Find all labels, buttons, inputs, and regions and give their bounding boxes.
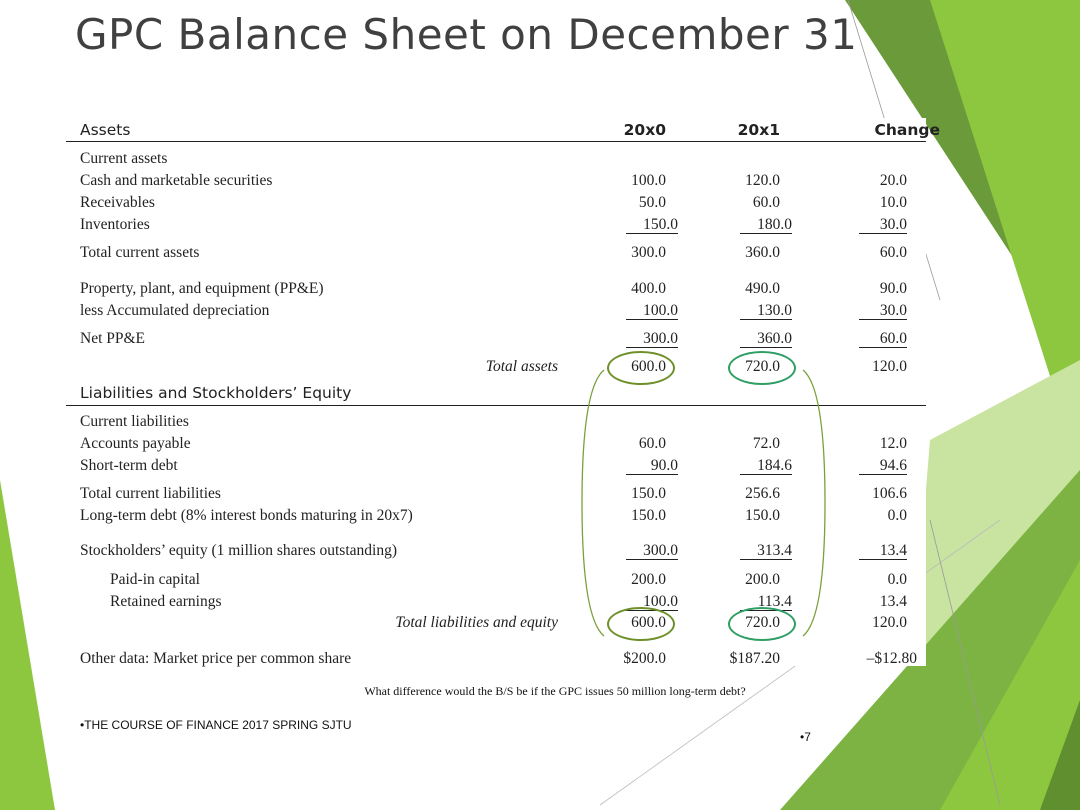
value-20x0: 300.0 [631,244,666,261]
value-20x0: 100.0 [631,172,666,189]
value-20x0: 100.0 [626,593,678,611]
depreciation-row [80,302,926,322]
value-change: 0.0 [887,507,907,524]
value-20x1: 360.0 [740,330,792,348]
question-note: What difference would the B/S be if the GPC issues 50 million long-term debt? [364,684,746,698]
value-20x1: 360.0 [745,244,780,261]
total-le-20x0-circle [607,607,675,641]
value-20x1: 72.0 [752,435,780,452]
row-label: Retained earnings [110,593,222,610]
value-20x1: 150.0 [745,507,780,524]
total-current-assets-row [80,244,926,264]
value-change: 10.0 [879,194,907,211]
value-change: 90.0 [879,280,907,297]
value-20x0: 600.0 [631,358,666,375]
row-label: Paid-in capital [110,571,200,588]
value-change: 13.4 [879,593,907,610]
value-20x0: 150.0 [631,485,666,502]
value-20x1: 113.4 [740,593,792,611]
change-header: Change [874,121,940,139]
inventories-row [80,216,926,236]
value-20x1: 60.0 [752,194,780,211]
row-label: Current liabilities [80,413,189,430]
row-label: Inventories [80,216,150,233]
current-assets-row [80,150,926,170]
total-assets-20x0-circle [607,351,675,385]
row-label: Net PP&E [80,330,146,347]
cash-row [80,172,926,192]
row-label: Accounts payable [80,435,191,452]
value-change: 60.0 [859,330,907,348]
balance-sheet [66,118,940,667]
value-20x0: 150.0 [626,216,678,234]
value-20x1: 120.0 [745,172,780,189]
value-20x1: $187.20 [729,650,780,667]
value-20x0: 50.0 [638,194,666,211]
value-20x0: 200.0 [631,571,666,588]
value-20x0: 400.0 [631,280,666,297]
market-price-row [80,650,926,670]
value-change: –$12.80 [866,650,917,667]
value-20x1: 200.0 [745,571,780,588]
header-rule [66,141,926,142]
row-label: Current assets [80,150,168,167]
value-change: 30.0 [859,302,907,320]
value-change: 106.6 [872,485,907,502]
value-change: 12.0 [879,435,907,452]
value-change: 120.0 [872,358,907,375]
row-label: Cash and marketable securities [80,172,273,189]
row-label: Long-term debt (8% interest bonds maturing in 20x7) [80,507,413,524]
left-green-wedge [0,480,55,810]
value-change: 60.0 [879,244,907,261]
value-20x0: 100.0 [626,302,678,320]
row-label: Total assets [485,358,558,375]
value-20x0: 300.0 [626,542,678,560]
value-20x0: 90.0 [626,457,678,475]
row-label: Other data: Market price per common share [80,650,352,667]
value-20x1: 720.0 [745,358,780,375]
row-label: Total liabilities and equity [395,614,558,631]
row-label: less Accumulated depreciation [80,302,270,319]
value-change: 94.6 [859,457,907,475]
value-20x1: 256.6 [745,485,780,502]
ppe-row [80,280,926,300]
right-bracket [791,368,831,638]
value-change: 13.4 [859,542,907,560]
receivables-row [80,194,926,214]
left-bracket [576,368,616,638]
row-label: Receivables [80,194,155,211]
value-20x1: 313.4 [740,542,792,560]
value-20x0: 60.0 [638,435,666,452]
slide-title: GPC Balance Sheet on December 31 [75,10,858,59]
row-label: Total current liabilities [80,485,221,502]
value-20x0: 150.0 [631,507,666,524]
value-20x1: 184.6 [740,457,792,475]
value-change: 0.0 [887,571,907,588]
total-le-20x1-circle [728,607,796,641]
row-label: Short-term debt [80,457,178,474]
row-label: Total current assets [80,244,200,261]
liabilities-header-label: Liabilities and Stockholders’ Equity [80,384,352,402]
net-ppe-row [80,330,926,350]
value-change: 120.0 [872,614,907,631]
value-20x0: 600.0 [631,614,666,631]
assets-header-label: Assets [80,121,131,139]
row-label: Stockholders’ equity (1 million shares outstanding) [80,542,397,559]
value-change: 30.0 [859,216,907,234]
value-change: 20.0 [879,172,907,189]
value-20x1: 130.0 [740,302,792,320]
page-number: •7 [800,730,811,744]
year-20x1-header: 20x1 [737,121,780,139]
value-20x0: 300.0 [626,330,678,348]
total-assets-20x1-circle [728,351,796,385]
row-label: Property, plant, and equipment (PP&E) [80,280,324,297]
value-20x1: 490.0 [745,280,780,297]
value-20x1: 180.0 [740,216,792,234]
value-20x0: $200.0 [623,650,666,667]
footer-text: •THE COURSE OF FINANCE 2017 SPRING SJTU [80,718,352,732]
year-20x0-header: 20x0 [623,121,666,139]
value-20x1: 720.0 [745,614,780,631]
